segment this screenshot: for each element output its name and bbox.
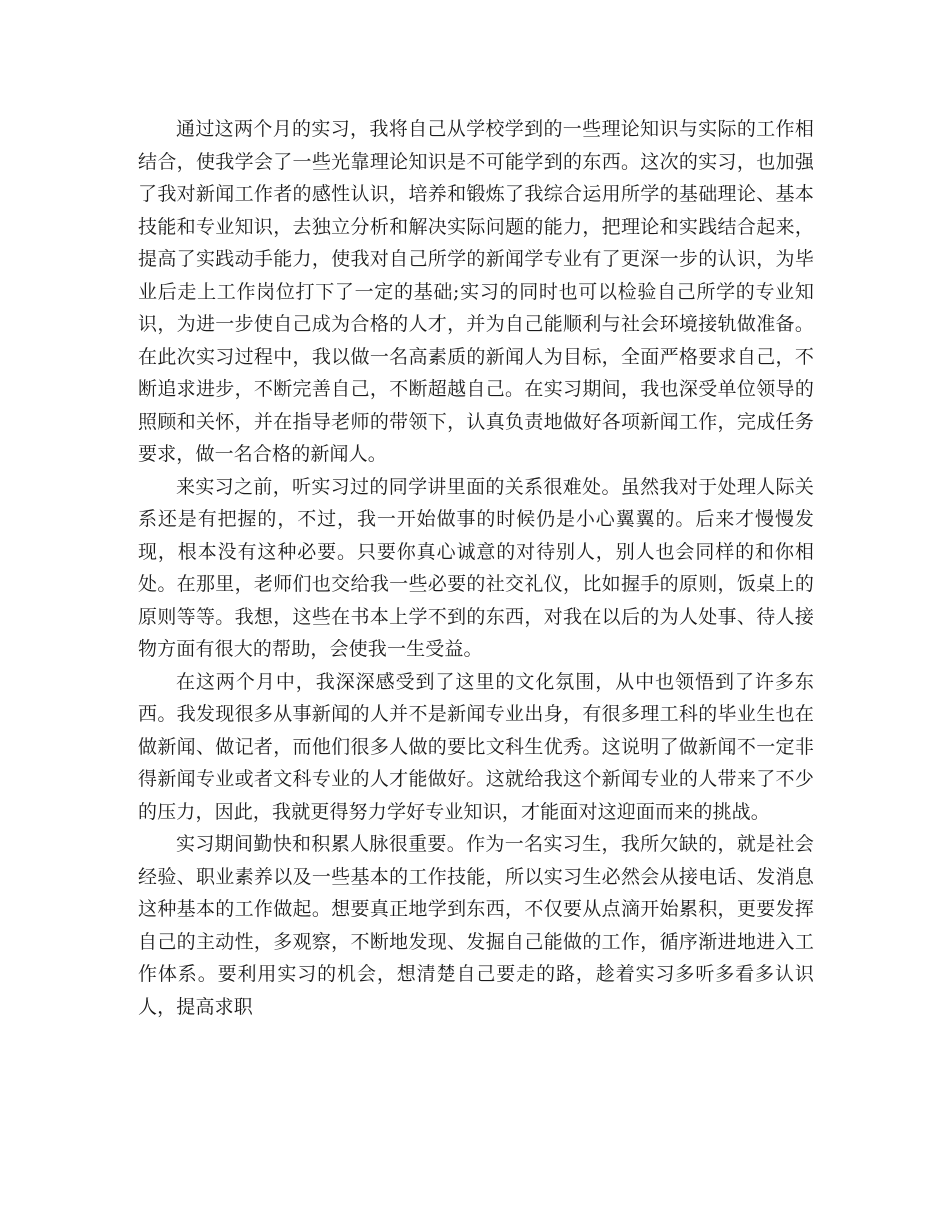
paragraph-3: 在这两个月中，我深深感受到了这里的文化氛围，从中也领悟到了许多东西。我发现很多从事新闻的人并不是新闻专业出身，有很多理工科的毕业生也在做新闻、做记者，而他们很多人做的要比文科生优秀。这说明了做新闻不一定非得新闻专业或者文科专业的人才能做好。这就给我这个新闻专业的人带来了不少的压力，因此，我就更得努力学好专业知识，才能面对这迎面而来的挑战。 xyxy=(138,670,814,823)
paragraph-2: 来实习之前，听实习过的同学讲里面的关系很难处。虽然我对于处理人际关系还是有把握的，不过，我一开始做事的时候仍是小心翼翼的。后来才慢慢发现，根本没有这种必要。只要你真心诚意的对待别人，别人也会同样的和你相处。在那里，老师们也交给我一些必要的社交礼仪，比如握手的原则，饭桌上的原则等等。我想，这些在书本上学不到的东西，对我在以后的为人处事、待人接物方面有很大的帮助，会使我一生受益。 xyxy=(138,475,814,660)
paragraph-1: 通过这两个月的实习，我将自己从学校学到的一些理论知识与实际的工作相结合，使我学会了一些光靠理论知识是不可能学到的东西。这次的实习，也加强了我对新闻工作者的感性认识，培养和锻炼了我综合运用所学的基础理论、基本技能和专业知识，去独立分析和解决实际问题的能力，把理论和实践结合起来，提高了实践动手能力，使我对自己所学的新闻学专业有了更深一步的认识，为毕业后走上工作岗位打下了一定的基础;实习的同时也可以检验自己所学的专业知识，为进一步使自己成为合格的人才，并为自己能顺利与社会环境接轨做准备。在此次实习过程中，我以做一名高素质的新闻人为目标，全面严格要求自己，不断追求进步，不断完善自己，不断超越自己。在实习期间，我也深受单位领导的照顾和关怀，并在指导老师的带领下，认真负责地做好各项新闻工作，完成任务要求，做一名合格的新闻人。 xyxy=(138,118,814,465)
paragraph-4: 实习期间勤快和积累人脉很重要。作为一名实习生，我所欠缺的，就是社会经验、职业素养以及一些基本的工作技能，所以实习生必然会从接电话、发消息这种基本的工作做起。想要真正地学到东西，不仅要从点滴开始累积，更要发挥自己的主动性，多观察，不断地发现、发掘自己能做的工作，循序渐进地进入工作体系。要利用实习的机会，想清楚自己要走的路，趁着实习多听多看多认识人，提高求职 xyxy=(138,833,814,1018)
document-body xyxy=(138,113,814,1023)
